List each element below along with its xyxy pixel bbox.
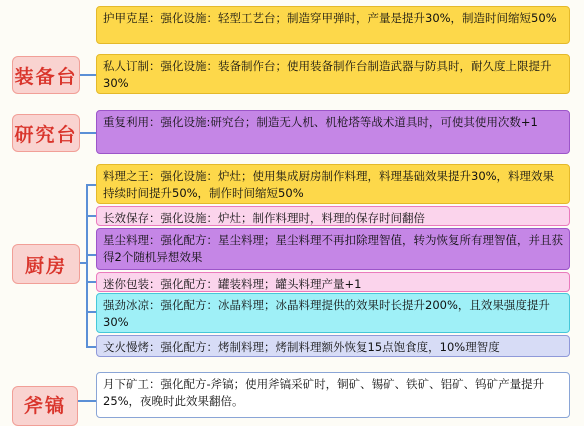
- connector-pickaxe: [78, 400, 96, 402]
- category-kitchen: [12, 244, 80, 284]
- category-research: [12, 114, 80, 152]
- category-research-label: 研究台: [14, 123, 78, 146]
- item-reuse-text: 重复利用：强化设施:研究台；制造无人机、机枪塔等战术道具时，可使其使用次数+1: [103, 115, 538, 129]
- connector-kitchen-2: [86, 215, 96, 217]
- item-slow-roast-text: 文火慢烤：强化配方：烤制料理；烤制料理额外恢复15点饱食度，10%理智度: [103, 340, 500, 354]
- item-chef-king-text: 料理之王：强化设施：炉灶；使用集成厨房制作料理，料理基础效果提升30%，料理效果持续时间提升50%，制作时间缩短50%: [103, 169, 555, 200]
- item-moon-miner: [96, 372, 570, 418]
- connector-kitchen-5: [86, 311, 96, 313]
- item-long-preserve-text: 长效保存：强化设施：炉灶；制作料理时，料理的保存时间翻倍: [103, 211, 425, 225]
- connector-equipment: [78, 74, 96, 76]
- item-ice-cool-text: 强劲冰凉：强化配方：冰晶料理；冰晶料理提供的效果时长提升200%，且效果强度提升30%: [103, 298, 550, 329]
- item-long-preserve: [96, 206, 570, 226]
- item-private-order: [96, 54, 570, 94]
- item-mini-pack-text: 迷你包装：强化配方：罐装料理；罐头料理产量+1: [103, 277, 362, 291]
- item-star-dust-text: 星尘料理：强化配方：星尘料理；星尘料理不再扣除理智值，转为恢复所有理智值，并且获得2个随机异想效果: [103, 233, 563, 264]
- connector-kitchen-6: [86, 346, 96, 348]
- item-reuse: [96, 110, 570, 154]
- connector-kitchen-3: [86, 254, 96, 256]
- item-mini-pack: [96, 272, 570, 292]
- connector-kitchen-vertical: [86, 184, 88, 346]
- category-equipment: [12, 56, 80, 94]
- item-slow-roast: [96, 335, 570, 357]
- item-star-dust: [96, 228, 570, 270]
- item-moon-miner-text: 月下矿工：强化配方-斧镐；使用斧镐采矿时，铜矿、锡矿、铁矿、铝矿、钨矿产量提升25%，夜晚时此效果翻倍。: [103, 377, 545, 408]
- category-equipment-label: 装备台: [14, 65, 78, 88]
- item-private-order-text: 私人订制：强化设施：装备制作台；使用装备制作台制造武器与防具时，耐久度上限提升30%: [103, 59, 552, 90]
- category-pickaxe-label: 斧镐: [23, 395, 66, 417]
- connector-kitchen-1: [86, 184, 96, 186]
- item-armor-star: [96, 6, 570, 44]
- category-pickaxe: [12, 386, 78, 426]
- connector-kitchen-4: [86, 281, 96, 283]
- item-ice-cool: [96, 293, 570, 333]
- category-kitchen-label: 厨房: [24, 254, 67, 277]
- connector-research: [78, 132, 96, 134]
- item-armor-star-text: 护甲克星：强化设施：轻型工艺台；制造穿甲弹时，产量是提升30%，制造时间缩短50%: [103, 11, 557, 25]
- item-chef-king: [96, 164, 570, 204]
